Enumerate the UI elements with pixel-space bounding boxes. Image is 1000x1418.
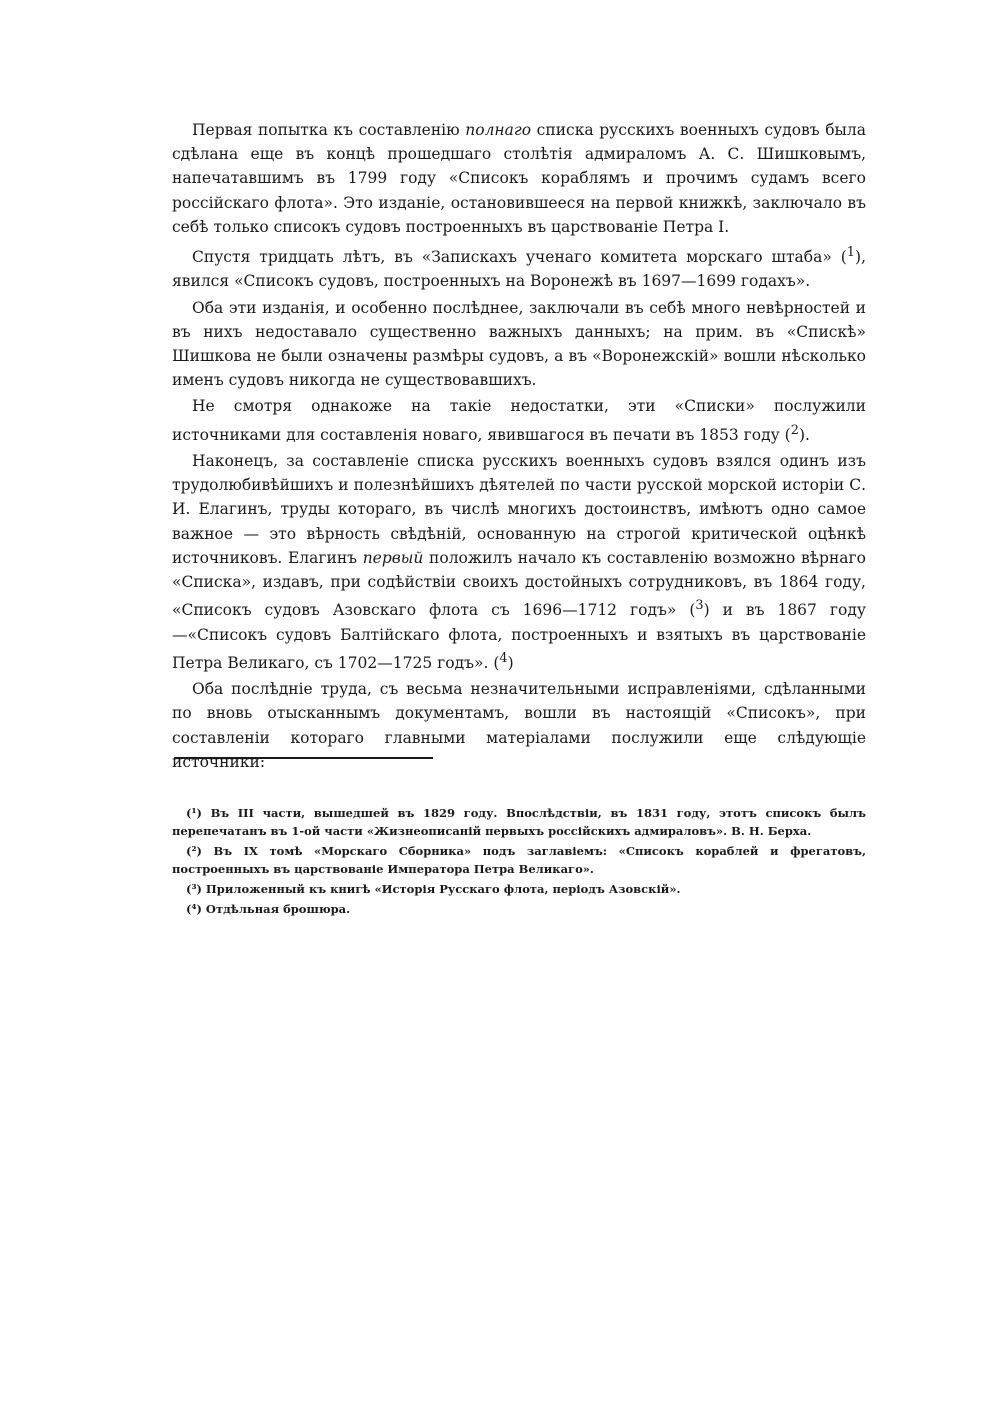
footnote-2: (²) Въ IX томѣ «Морскаго Сборника» подъ заглавіемъ: «Списокъ кораблей и фрегатовъ, построенныхъ въ царствованіе Императора Петра Великаго». — [172, 844, 866, 876]
paragraph-4-text-a: Не смотря однакоже на такіе недостатки, эти «Списки» послужили источниками для составленія новаго, явившагося въ печати въ 1853 году ( — [172, 397, 866, 444]
paragraph-3: Оба эти изданія, и особенно послѣднее, заключали въ себѣ много невѣрностей и въ нихъ недоставало существенно важныхъ данныхъ; на прим. въ «Спискѣ» Шишкова не были означены размѣры судовъ, а въ «Воронежскій» вошли нѣсколько именъ судовъ никогда не существовавшихъ. — [172, 298, 866, 390]
footnote-4: (⁴) Отдѣльная брошюра. — [186, 902, 351, 916]
paragraph-2 — [172, 241, 866, 294]
emphasis-pervyi: первый — [362, 548, 424, 567]
paragraph-5-text-c: ) и въ 1867 году—«Списокъ судовъ Балтійскаго флота, построенныхъ и взятыхъ въ царствованіе Петра Великаго, съ 1702—1725 годъ». ( — [172, 601, 866, 672]
paragraph-4 — [172, 394, 866, 447]
footnote-3: (³) Приложенный къ книгѣ «Исторія Русскаго флота, періодъ Азовскій». — [186, 882, 681, 896]
footnotes — [172, 804, 866, 920]
footnote-ref-4: 4 — [499, 650, 508, 666]
paragraph-5-text-b: положилъ начало къ составленію возможно вѣрнаго «Списка», издавъ, при содѣйствіи своихъ достойныхъ сотрудниковъ, въ 1864 году, «Списокъ судовъ Азовскаго флота съ 1696—1712 годъ» ( — [172, 548, 867, 620]
footnote-ref-1: 1 — [846, 245, 856, 261]
paragraph-2-text-b: ), явился «Списокъ судовъ, построенныхъ на Воронежѣ въ 1697—1699 годахъ». — [172, 248, 866, 291]
footnote-ref-3: 3 — [695, 598, 704, 614]
main-text — [172, 118, 866, 774]
paragraph-1-text-b: списка русскихъ военныхъ судовъ была сдѣлана еще въ концѣ прошедшаго столѣтія адмираломъ А. С. Шишковымъ, напечатавшимъ въ 1799 году «Списокъ кораблямъ и прочимъ судамъ всего россійскаго флота». Это изданіе, остановившееся на первой книжкѣ, заключало въ себѣ только списокъ судовъ построенныхъ въ царствованіе Петра I. — [172, 121, 866, 236]
paragraph-5 — [172, 449, 866, 675]
paragraph-1-text-a: Первая попытка къ составленію — [192, 121, 466, 139]
paragraph-5-text-a: Наконецъ, за составленіе списка русскихъ военныхъ судовъ взялся одинъ изъ трудолюбивѣйшихъ и полезнѣйшихъ дѣятелей по части русской морской исторіи С. И. Елагинъ, труды котораго, въ числѣ многихъ достоинствъ, имѣютъ одно самое важное — это вѣрность свѣдѣній, основанную на строгой критической оцѣнкѣ источниковъ. Елагинъ — [172, 451, 866, 567]
paragraph-2-text-a: Спустя тридцать лѣтъ, въ «Запискахъ ученаго комитета морскаго штаба» ( — [192, 248, 847, 267]
emphasis-polnago: полнаго — [465, 121, 532, 139]
paragraph-4-text-b: ). — [798, 425, 810, 444]
footnote-divider — [174, 757, 433, 759]
paragraph-5-text-d: ) — [507, 653, 514, 672]
paragraph-1 — [172, 118, 866, 239]
footnote-1: (¹) Въ III части, вышедшей въ 1829 году. Впослѣдствіи, въ 1831 году, этотъ списокъ былъ перепечатанъ въ 1-ой части «Жизнеописаній первыхъ россійскихъ адмираловъ». В. Н. Берха. — [172, 806, 866, 838]
paragraph-6: Оба послѣдніе труда, съ весьма незначительными исправленіями, сдѣланными по вновь отысканнымъ документамъ, вошли въ настоящій «Списокъ», при составленіи котораго главными матеріалами послужили еще слѣдующіе источники: — [172, 680, 866, 771]
footnote-ref-2: 2 — [790, 422, 799, 438]
